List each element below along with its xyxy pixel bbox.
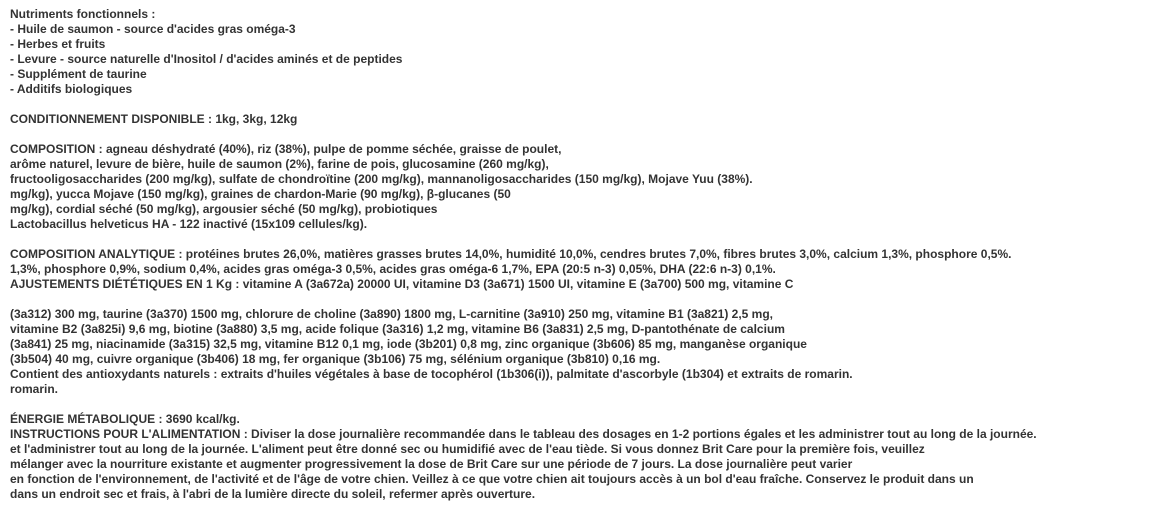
text-line: 1,3%, phosphore 0,9%, sodium 0,4%, acides gras oméga-3 0,5%, acides gras oméga-6 1,7%, EPA (20:5 n-3) 0,05%, DHA (22:6 n-3) 0,1%. [10, 262, 776, 276]
blank-line [10, 292, 1150, 307]
text-line: COMPOSITION : agneau déshydraté (40%), riz (38%), pulpe de pomme séchée, graisse de poulet, [10, 142, 562, 156]
text-line: mélanger avec la nourriture existante et augmenter progressivement la dose de Brit Care sur une période de 7 jours. La dose journalière peut varier [10, 457, 853, 471]
text-line: et l'administrer tout au long de la journée. L'aliment peut être donné sec ou humidifié avec de l'eau tiède. Si vous donnez Brit Care pour la première fois, veuillez [10, 442, 925, 456]
text-line: Contient des antioxydants naturels : extraits d'huiles végétales à base de tocophérol (1b306(i)), palmitate d'ascorbyle (1b304) et extraits de romarin. [10, 367, 853, 381]
text-line: - Additifs biologiques [10, 82, 133, 96]
text-line: Lactobacillus helveticus HA - 122 inactivé (15x109 cellules/kg). [10, 217, 368, 231]
text-line: AJUSTEMENTS DIÉTÉTIQUES EN 1 Kg : vitamine A (3a672a) 20000 UI, vitamine D3 (3a671) 1500 UI, vitamine E (3a700) 500 mg, vitamine C [10, 277, 794, 291]
text-line: - Huile de saumon - source d'acides gras oméga-3 [10, 22, 296, 36]
blank-line [10, 397, 1150, 412]
text-line: en fonction de l'environnement, de l'activité et de l'âge de votre chien. Veillez à ce que votre chien ait toujours accès à un bol d'eau fraîche. Conservez le produit dans un [10, 472, 974, 486]
text-line: fructooligosaccharides (200 mg/kg), sulfate de chondroïtine (200 mg/kg), mannanoligosaccharides (150 mg/kg), Mojave Yuu (38%). [10, 172, 753, 186]
text-line: Nutriments fonctionnels : [10, 7, 156, 21]
blank-line [10, 97, 1150, 112]
text-line: (3a841) 25 mg, niacinamide (3a315) 32,5 mg, vitamine B12 0,1 mg, iode (3b201) 0,8 mg, zinc organique (3b606) 85 mg, manganèse organique [10, 337, 807, 351]
text-line: romarin. [10, 382, 59, 396]
text-line: (3b504) 40 mg, cuivre organique (3b406) 18 mg, fer organique (3b106) 75 mg, sélénium organique (3b810) 0,16 mg. [10, 352, 661, 366]
text-line: INSTRUCTIONS POUR L'ALIMENTATION : Diviser la dose journalière recommandée dans le tableau des dosages en 1-2 portions égales et les administrer tout au long de la journée. [10, 427, 1037, 441]
text-line: CONDITIONNEMENT DISPONIBLE : 1kg, 3kg, 12kg [10, 112, 298, 126]
text-line: COMPOSITION ANALYTIQUE : protéines brutes 26,0%, matières grasses brutes 14,0%, humidité 10,0%, cendres brutes 7,0%, fibres brutes 3,0%, calcium 1,3%, phosphore 0,5%. [10, 247, 1012, 261]
text-line: mg/kg), yucca Mojave (150 mg/kg), graines de chardon-Marie (90 mg/kg), β-glucanes (50 [10, 187, 511, 201]
text-line: ÉNERGIE MÉTABOLIQUE : 3690 kcal/kg. [10, 412, 240, 426]
text-line: - Levure - source naturelle d'Inositol / d'acides aminés et de peptides [10, 52, 403, 66]
text-line: - Herbes et fruits [10, 37, 106, 51]
blank-line [10, 127, 1150, 142]
text-line: - Supplément de taurine [10, 67, 147, 81]
blank-line [10, 232, 1150, 247]
text-line: (3a312) 300 mg, taurine (3a370) 1500 mg, chlorure de choline (3a890) 1800 mg, L-carnitine (3a910) 250 mg, vitamine B1 (3a821) 2,5 mg, [10, 307, 774, 321]
text-line: vitamine B2 (3a825i) 9,6 mg, biotine (3a880) 3,5 mg, acide folique (3a316) 1,2 mg, vitamine B6 (3a831) 2,5 mg, D-pantothénate de calcium [10, 322, 785, 336]
product-description [10, 7, 1150, 502]
text-line: mg/kg), cordial séché (50 mg/kg), argousier séché (50 mg/kg), probiotiques [10, 202, 438, 216]
text-line: dans un endroit sec et frais, à l'abri de la lumière directe du soleil, refermer après ouverture. [10, 487, 536, 501]
text-line: arôme naturel, levure de bière, huile de saumon (2%), farine de pois, glucosamine (260 mg/kg), [10, 157, 549, 171]
